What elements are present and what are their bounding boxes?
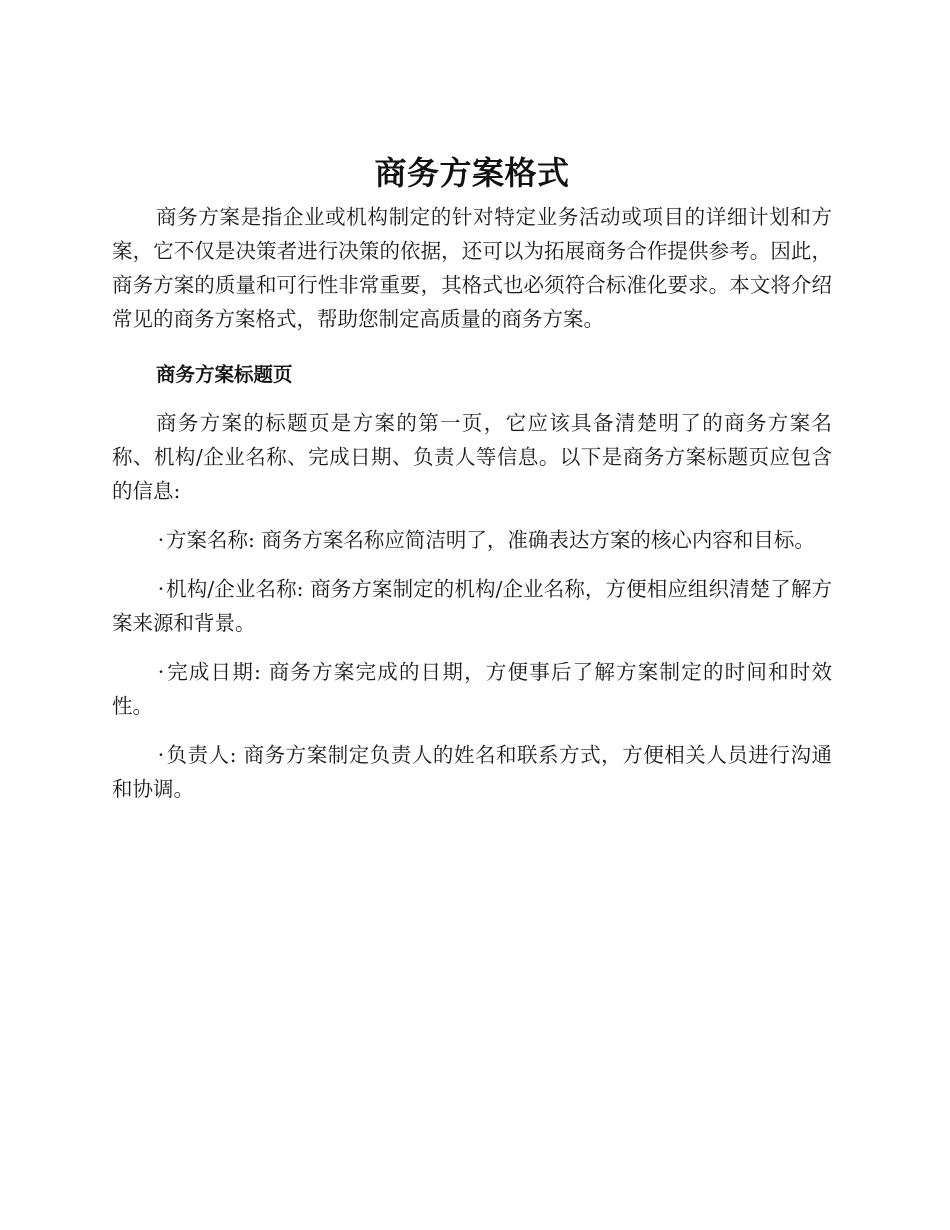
bullet-item: [112, 523, 832, 557]
intro-paragraph: 商务方案是指企业或机构制定的针对特定业务活动或项目的详细计划和方案，它不仅是决策者进行决策的依据，还可以为拓展商务合作提供参考。因此，商务方案的质量和可行性非常重要，其格式也必须符合标准化要求。本文将介绍常见的商务方案格式，帮助您制定高质量的商务方案。: [112, 205, 832, 331]
bullet-dot-icon: ·: [157, 577, 165, 601]
bullet-list: [112, 523, 832, 806]
bullet-item: [112, 572, 832, 640]
document-title: 商务方案格式: [374, 154, 570, 192]
section-heading: 商务方案标题页: [156, 363, 293, 386]
bullet-dot-icon: ·: [157, 743, 165, 767]
bullet-text: 方案名称: 商务方案名称应简洁明了，准确表达方案的核心内容和目标。: [166, 528, 815, 552]
bullet-text: 完成日期: 商务方案完成的日期，方便事后了解方案制定的时间和时效性。: [112, 660, 832, 718]
section-paragraph: 商务方案的标题页是方案的第一页，它应该具备清楚明了的商务方案名称、机构/企业名称、完成日期、负责人等信息。以下是商务方案标题页应包含的信息:: [112, 411, 832, 503]
bullet-text: 负责人: 商务方案制定负责人的姓名和联系方式，方便相关人员进行沟通和协调。: [112, 743, 832, 801]
bullet-dot-icon: ·: [157, 528, 165, 552]
bullet-item: [112, 738, 832, 806]
document-body: [112, 150, 832, 806]
bullet-item: [112, 655, 832, 723]
bullet-dot-icon: ·: [157, 660, 165, 684]
bullet-text: 机构/企业名称: 商务方案制定的机构/企业名称，方便相应组织清楚了解方案来源和背景。: [112, 577, 832, 635]
